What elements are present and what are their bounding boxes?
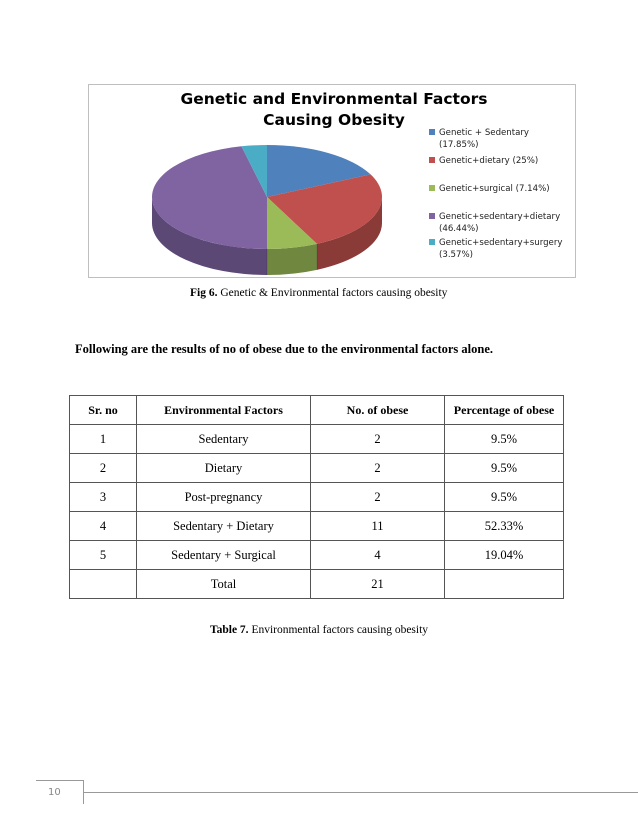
header-environmental-factors: Environmental Factors <box>137 396 311 425</box>
legend-label: Genetic + Sedentary (17.85%) <box>439 128 530 150</box>
table-row <box>70 512 564 541</box>
legend-label: Genetic+sedentary+dietary (46.44%) <box>439 212 561 234</box>
cell-factor: Sedentary + Dietary <box>137 512 311 541</box>
cell-factor: Dietary <box>137 454 311 483</box>
table-row <box>70 483 564 512</box>
cell-factor: Post-pregnancy <box>137 483 311 512</box>
cell-count: 2 <box>311 483 445 512</box>
chart-title: Genetic and Environmental Factors Causing Obesity <box>180 90 488 129</box>
legend-label: Genetic+dietary (25%) <box>439 156 539 166</box>
legend-swatch <box>429 239 435 245</box>
cell-percentage <box>445 570 564 599</box>
legend-label: Genetic+surgical (7.14%) <box>439 184 550 194</box>
cell-sr-no: 4 <box>70 512 137 541</box>
cell-count: 2 <box>311 425 445 454</box>
legend-swatch <box>429 185 435 191</box>
legend-swatch <box>429 213 435 219</box>
footer-rule <box>84 792 638 793</box>
cell-sr-no: 5 <box>70 541 137 570</box>
cell-factor: Sedentary + Surgical <box>137 541 311 570</box>
figure-caption-text: Genetic & Environmental factors causing obesity <box>220 287 448 299</box>
cell-sr-no <box>70 570 137 599</box>
cell-percentage: 19.04% <box>445 541 564 570</box>
table-row <box>70 541 564 570</box>
cell-sr-no: 2 <box>70 454 137 483</box>
page-number: 10 <box>48 787 61 798</box>
chart-frame <box>88 84 576 278</box>
cell-total-label: Total <box>137 570 311 599</box>
legend-label: Genetic+sedentary+surgery (3.57%) <box>439 238 563 260</box>
table-row <box>70 454 564 483</box>
legend-swatch <box>429 157 435 163</box>
cell-percentage: 9.5% <box>445 425 564 454</box>
table-total-row <box>70 570 564 599</box>
table-caption-label: Table 7. <box>210 624 249 636</box>
table-row <box>70 425 564 454</box>
cell-percentage: 52.33% <box>445 512 564 541</box>
cell-factor: Sedentary <box>137 425 311 454</box>
table-caption-text: Environmental factors causing obesity <box>251 624 429 636</box>
table-header-row <box>70 396 564 425</box>
cell-percentage: 9.5% <box>445 454 564 483</box>
legend-swatch <box>429 129 435 135</box>
cell-sr-no: 3 <box>70 483 137 512</box>
cell-count: 2 <box>311 454 445 483</box>
cell-sr-no: 1 <box>70 425 137 454</box>
header-no-of-obese: No. of obese <box>311 396 445 425</box>
page-number-box <box>36 780 84 804</box>
cell-count: 11 <box>311 512 445 541</box>
cell-count: 4 <box>311 541 445 570</box>
figure-caption-label: Fig 6. <box>190 287 218 299</box>
environmental-factors-table <box>69 395 564 599</box>
header-percentage-of-obese: Percentage of obese <box>445 396 564 425</box>
header-sr-no: Sr. no <box>70 396 137 425</box>
intro-paragraph: Following are the results of no of obese due to the environmental factors alone. <box>75 342 494 356</box>
table-caption <box>210 624 428 636</box>
cell-total-count: 21 <box>311 570 445 599</box>
figure-caption <box>190 287 447 299</box>
cell-percentage: 9.5% <box>445 483 564 512</box>
